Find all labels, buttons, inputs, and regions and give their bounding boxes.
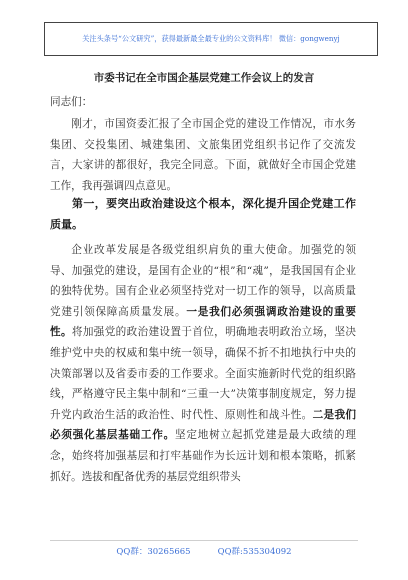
footer-divider [50, 540, 358, 541]
paragraph-1 [50, 114, 356, 196]
paragraph-2-part-1: 企业改革发展是各级党组织肩负的重大使命。加强党的领导、加强党的建设，是国有企业的“根”和“魂”，是我国国有企业的独特优势。国有企业必须坚持党对一切工作的领导，以高质量党建引领保障高质量发展。 [50, 244, 356, 318]
banner-text: 关注头条号“公文研究”，获得最新最全最专业的公文资料库！ 微信：gongwenyj [82, 34, 340, 43]
paragraph-2-part-2: 将加强党的政治建设置于首位，明确地表明政治立场，坚决维护党中央的权威和集中统一领导，确保不折不扣地执行中央的决策部署以及省委市委的工作要求。全面实施新时代党的组织路线，严格遵守民主集中制和“三重一大”决策事制度规定，努力提升党内政治生活的政治性、时代性、原则性和战斗性。 [50, 326, 357, 421]
paragraph-2-bold-1: 一是我们必须强调政治建设的重要性。 [50, 305, 357, 339]
greeting: 同志们： [50, 96, 93, 108]
paragraph-2-part-3: 坚定地树立起抓党建是最大政绩的理念，始终将加强基层和打牢基础作为长远计划和根本策略，抓紧抓好。选拔和配备优秀的基层党组织带头 [50, 429, 357, 483]
document-title: 市委书记在全市国企基层党建工作会议上的发言 [93, 72, 315, 84]
footer-contact: QQ群：30265665 QQ群:535304092 [116, 547, 292, 557]
header-banner [44, 22, 378, 56]
paragraph-2 [50, 240, 356, 487]
paragraph-2-text [50, 240, 356, 487]
paragraph-2-bold-2: 二是我们必须强化基层基础工作。 [50, 408, 357, 442]
paragraph-1-text: 刚才，市国资委汇报了全市国企党的建设工作情况，市水务集团、交投集团、城建集团、文旅集团党组织书记作了交流发言，大家讲的都很好，我完全同意。下面，就做好全市国企党建工作，我再强调四点意见。 [50, 118, 356, 192]
section-heading-1-text: 第一，要突出政治建设这个根本，深化提升国企党建工作质量。 [50, 197, 356, 231]
section-heading-1 [50, 193, 356, 235]
